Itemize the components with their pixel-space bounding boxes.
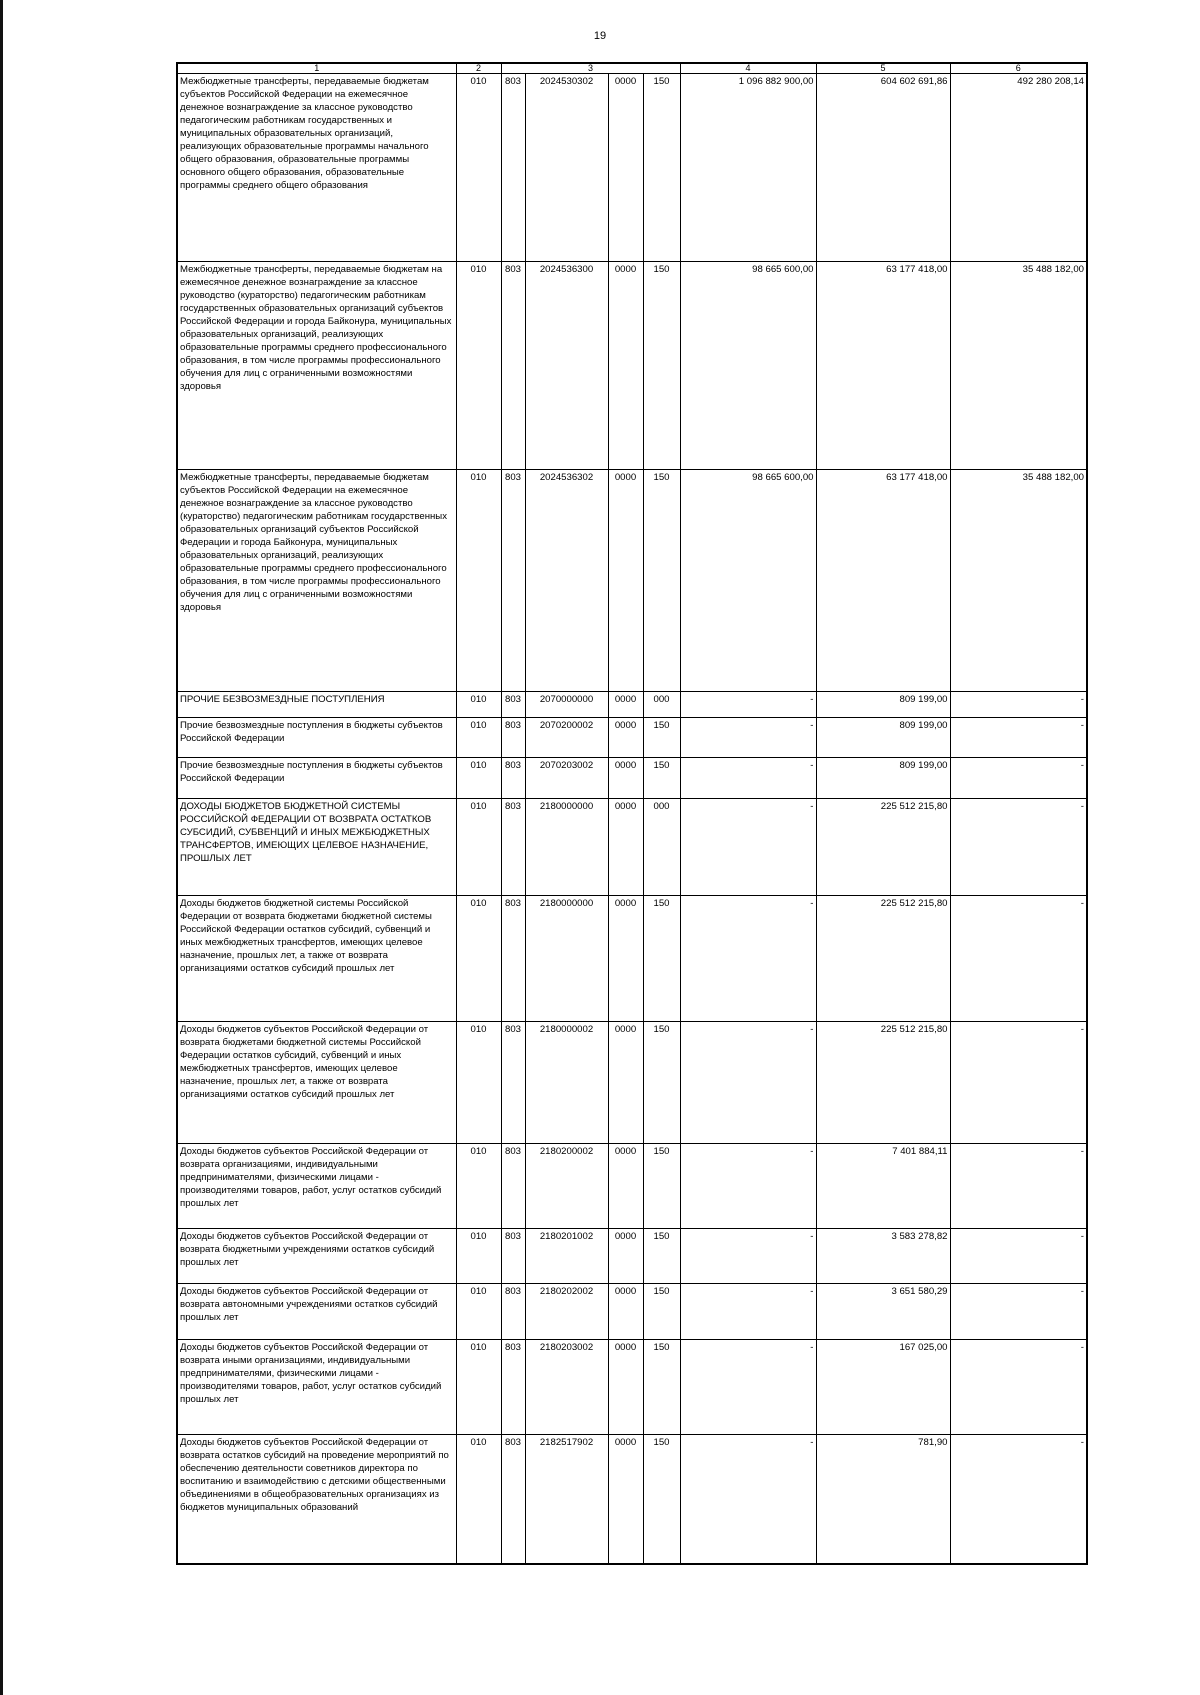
admin-code: 803 bbox=[501, 718, 525, 758]
subtype-code: 0000 bbox=[608, 718, 643, 758]
income-code: 2180000002 bbox=[525, 1022, 608, 1144]
executed-amount: 63 177 418,00 bbox=[816, 262, 950, 470]
approved-amount: - bbox=[680, 1435, 816, 1564]
subtype-code: 0000 bbox=[608, 1144, 643, 1229]
line-code: 010 bbox=[456, 896, 501, 1022]
income-code: 2070000000 bbox=[525, 692, 608, 718]
page-number: 19 bbox=[593, 30, 607, 42]
line-code: 010 bbox=[456, 718, 501, 758]
remaining-amount: - bbox=[950, 799, 1087, 896]
header-cell: 6 bbox=[950, 63, 1087, 74]
income-name: Доходы бюджетов субъектов Российской Федерации от возврата бюджетными учреждениями остатков субсидий прошлых лет bbox=[177, 1229, 456, 1284]
table-row bbox=[177, 692, 1087, 718]
kind-code: 000 bbox=[643, 692, 680, 718]
approved-amount: 98 665 600,00 bbox=[680, 470, 816, 692]
income-code: 2070200002 bbox=[525, 718, 608, 758]
income-code: 2180202002 bbox=[525, 1284, 608, 1340]
income-code: 2180200002 bbox=[525, 1144, 608, 1229]
kind-code: 150 bbox=[643, 1229, 680, 1284]
executed-amount: 63 177 418,00 bbox=[816, 470, 950, 692]
approved-amount: - bbox=[680, 758, 816, 799]
budget-table bbox=[176, 62, 1088, 1565]
kind-code: 150 bbox=[643, 1144, 680, 1229]
table-row bbox=[177, 1022, 1087, 1144]
subtype-code: 0000 bbox=[608, 692, 643, 718]
income-code: 2024536300 bbox=[525, 262, 608, 470]
subtype-code: 0000 bbox=[608, 799, 643, 896]
header-cell: 2 bbox=[456, 63, 501, 74]
remaining-amount: 492 280 208,14 bbox=[950, 74, 1087, 262]
header-cell: 5 bbox=[816, 63, 950, 74]
remaining-amount: - bbox=[950, 1340, 1087, 1435]
kind-code: 150 bbox=[643, 1284, 680, 1340]
admin-code: 803 bbox=[501, 799, 525, 896]
kind-code: 150 bbox=[643, 74, 680, 262]
subtype-code: 0000 bbox=[608, 262, 643, 470]
line-code: 010 bbox=[456, 1022, 501, 1144]
line-code: 010 bbox=[456, 1144, 501, 1229]
line-code: 010 bbox=[456, 1340, 501, 1435]
remaining-amount: - bbox=[950, 1284, 1087, 1340]
income-code: 2182517902 bbox=[525, 1435, 608, 1564]
line-code: 010 bbox=[456, 1284, 501, 1340]
kind-code: 150 bbox=[643, 896, 680, 1022]
table-row bbox=[177, 1144, 1087, 1229]
subtype-code: 0000 bbox=[608, 470, 643, 692]
line-code: 010 bbox=[456, 1435, 501, 1564]
line-code: 010 bbox=[456, 262, 501, 470]
remaining-amount: - bbox=[950, 692, 1087, 718]
executed-amount: 809 199,00 bbox=[816, 718, 950, 758]
admin-code: 803 bbox=[501, 1022, 525, 1144]
executed-amount: 7 401 884,11 bbox=[816, 1144, 950, 1229]
kind-code: 150 bbox=[643, 718, 680, 758]
remaining-amount: - bbox=[950, 1229, 1087, 1284]
subtype-code: 0000 bbox=[608, 758, 643, 799]
executed-amount: 781,90 bbox=[816, 1435, 950, 1564]
subtype-code: 0000 bbox=[608, 74, 643, 262]
remaining-amount: - bbox=[950, 1022, 1087, 1144]
income-code: 2070203002 bbox=[525, 758, 608, 799]
income-name: Доходы бюджетов субъектов Российской Федерации от возврата организациями, индивидуальными предпринимателями, физическими лицами - производителями товаров, работ, услуг остатков субсидий прошлых лет bbox=[177, 1144, 456, 1229]
remaining-amount: 35 488 182,00 bbox=[950, 262, 1087, 470]
income-code: 2180000000 bbox=[525, 799, 608, 896]
header-cell: 3 bbox=[501, 63, 680, 74]
line-code: 010 bbox=[456, 692, 501, 718]
remaining-amount: 35 488 182,00 bbox=[950, 470, 1087, 692]
kind-code: 150 bbox=[643, 1022, 680, 1144]
income-name: Межбюджетные трансферты, передаваемые бюджетам на ежемесячное денежное вознаграждение за классное руководство (кураторство) педагогическим работникам государственных образовательных организаций субъектов Российской Федерации и города Байконура, муниципальных образовательных организаций, реализующих образовательные программы среднего профессионального образования, в том числе программы профессионального обучения для лиц с ограниченными возможностями здоровья bbox=[177, 262, 456, 470]
admin-code: 803 bbox=[501, 470, 525, 692]
income-name: ПРОЧИЕ БЕЗВОЗМЕЗДНЫЕ ПОСТУПЛЕНИЯ bbox=[177, 692, 456, 718]
income-name: Доходы бюджетов субъектов Российской Федерации от возврата остатков субсидий на проведение мероприятий по обеспечению деятельности советников директора по воспитанию и взаимодействию с детскими общественными объединениями в общеобразовательных организациях из бюджетов муниципальных образований bbox=[177, 1435, 456, 1564]
table-row bbox=[177, 758, 1087, 799]
approved-amount: - bbox=[680, 1022, 816, 1144]
line-code: 010 bbox=[456, 758, 501, 799]
subtype-code: 0000 bbox=[608, 1022, 643, 1144]
approved-amount: 1 096 882 900,00 bbox=[680, 74, 816, 262]
admin-code: 803 bbox=[501, 1340, 525, 1435]
income-code: 2180000000 bbox=[525, 896, 608, 1022]
approved-amount: - bbox=[680, 1340, 816, 1435]
income-code: 2180203002 bbox=[525, 1340, 608, 1435]
income-name: Доходы бюджетов бюджетной системы Российской Федерации от возврата бюджетами бюджетной системы Российской Федерации остатков субсидий, субвенций и иных межбюджетных трансфертов, имеющих целевое назначение, прошлых лет, а также от возврата организациями остатков субсидий прошлых лет bbox=[177, 896, 456, 1022]
table-row bbox=[177, 1229, 1087, 1284]
table-row bbox=[177, 718, 1087, 758]
table-row bbox=[177, 1284, 1087, 1340]
line-code: 010 bbox=[456, 1229, 501, 1284]
income-code: 2024536302 bbox=[525, 470, 608, 692]
admin-code: 803 bbox=[501, 1144, 525, 1229]
admin-code: 803 bbox=[501, 1284, 525, 1340]
header-cell: 4 bbox=[680, 63, 816, 74]
income-name: Межбюджетные трансферты, передаваемые бюджетам субъектов Российской Федерации на ежемесячное денежное вознаграждение за классное руководство (кураторство) педагогическим работникам государственных образовательных организаций субъектов Российской Федерации и города Байконура, муниципальных образовательных организаций, реализующих образовательные программы среднего профессионального образования, в том числе программы профессионального обучения для лиц с ограниченными возможностями здоровья bbox=[177, 470, 456, 692]
income-name: Доходы бюджетов субъектов Российской Федерации от возврата автономными учреждениями остатков субсидий прошлых лет bbox=[177, 1284, 456, 1340]
executed-amount: 604 602 691,86 bbox=[816, 74, 950, 262]
admin-code: 803 bbox=[501, 1435, 525, 1564]
kind-code: 150 bbox=[643, 470, 680, 692]
table-row bbox=[177, 470, 1087, 692]
subtype-code: 0000 bbox=[608, 1340, 643, 1435]
line-code: 010 bbox=[456, 74, 501, 262]
kind-code: 150 bbox=[643, 758, 680, 799]
kind-code: 150 bbox=[643, 262, 680, 470]
table-row bbox=[177, 1435, 1087, 1564]
approved-amount: 98 665 600,00 bbox=[680, 262, 816, 470]
column-number-row bbox=[177, 63, 1087, 74]
kind-code: 000 bbox=[643, 799, 680, 896]
income-code: 2024530302 bbox=[525, 74, 608, 262]
approved-amount: - bbox=[680, 1284, 816, 1340]
subtype-code: 0000 bbox=[608, 1229, 643, 1284]
kind-code: 150 bbox=[643, 1340, 680, 1435]
admin-code: 803 bbox=[501, 1229, 525, 1284]
table-row bbox=[177, 1340, 1087, 1435]
approved-amount: - bbox=[680, 692, 816, 718]
executed-amount: 225 512 215,80 bbox=[816, 799, 950, 896]
executed-amount: 3 651 580,29 bbox=[816, 1284, 950, 1340]
admin-code: 803 bbox=[501, 758, 525, 799]
table-row bbox=[177, 262, 1087, 470]
subtype-code: 0000 bbox=[608, 896, 643, 1022]
approved-amount: - bbox=[680, 799, 816, 896]
approved-amount: - bbox=[680, 718, 816, 758]
executed-amount: 167 025,00 bbox=[816, 1340, 950, 1435]
admin-code: 803 bbox=[501, 74, 525, 262]
income-name: Доходы бюджетов субъектов Российской Федерации от возврата иными организациями, индивидуальными предпринимателями, физическими лицами - производителями товаров, работ, услуг остатков субсидий прошлых лет bbox=[177, 1340, 456, 1435]
executed-amount: 809 199,00 bbox=[816, 758, 950, 799]
income-name: ДОХОДЫ БЮДЖЕТОВ БЮДЖЕТНОЙ СИСТЕМЫ РОССИЙСКОЙ ФЕДЕРАЦИИ ОТ ВОЗВРАТА ОСТАТКОВ СУБСИДИЙ, СУБВЕНЦИЙ И ИНЫХ МЕЖБЮДЖЕТНЫХ ТРАНСФЕРТОВ, ИМЕЮЩИХ ЦЕЛЕВОЕ НАЗНАЧЕНИЕ, ПРОШЛЫХ ЛЕТ bbox=[177, 799, 456, 896]
executed-amount: 3 583 278,82 bbox=[816, 1229, 950, 1284]
admin-code: 803 bbox=[501, 262, 525, 470]
income-code: 2180201002 bbox=[525, 1229, 608, 1284]
header-cell: 1 bbox=[177, 63, 456, 74]
kind-code: 150 bbox=[643, 1435, 680, 1564]
remaining-amount: - bbox=[950, 758, 1087, 799]
page-edge-line bbox=[0, 0, 3, 1695]
table-row bbox=[177, 896, 1087, 1022]
executed-amount: 809 199,00 bbox=[816, 692, 950, 718]
income-name: Прочие безвозмездные поступления в бюджеты субъектов Российской Федерации bbox=[177, 718, 456, 758]
income-name: Межбюджетные трансферты, передаваемые бюджетам субъектов Российской Федерации на ежемесячное денежное вознаграждение за классное руководство педагогическим работникам государственных и муниципальных образовательных организаций, реализующих образовательные программы начального общего образования, образовательные программы основного общего образования, образовательные программы среднего общего образования bbox=[177, 74, 456, 262]
table-row bbox=[177, 74, 1087, 262]
approved-amount: - bbox=[680, 896, 816, 1022]
admin-code: 803 bbox=[501, 896, 525, 1022]
line-code: 010 bbox=[456, 799, 501, 896]
executed-amount: 225 512 215,80 bbox=[816, 896, 950, 1022]
remaining-amount: - bbox=[950, 1435, 1087, 1564]
approved-amount: - bbox=[680, 1229, 816, 1284]
remaining-amount: - bbox=[950, 1144, 1087, 1229]
approved-amount: - bbox=[680, 1144, 816, 1229]
remaining-amount: - bbox=[950, 896, 1087, 1022]
subtype-code: 0000 bbox=[608, 1284, 643, 1340]
income-name: Прочие безвозмездные поступления в бюджеты субъектов Российской Федерации bbox=[177, 758, 456, 799]
table-row bbox=[177, 799, 1087, 896]
admin-code: 803 bbox=[501, 692, 525, 718]
line-code: 010 bbox=[456, 470, 501, 692]
subtype-code: 0000 bbox=[608, 1435, 643, 1564]
executed-amount: 225 512 215,80 bbox=[816, 1022, 950, 1144]
remaining-amount: - bbox=[950, 718, 1087, 758]
income-name: Доходы бюджетов субъектов Российской Федерации от возврата бюджетами бюджетной системы Российской Федерации остатков субсидий, субвенций и иных межбюджетных трансфертов, имеющих целевое назначение, прошлых лет, а также от возврата организациями остатков субсидий прошлых лет bbox=[177, 1022, 456, 1144]
